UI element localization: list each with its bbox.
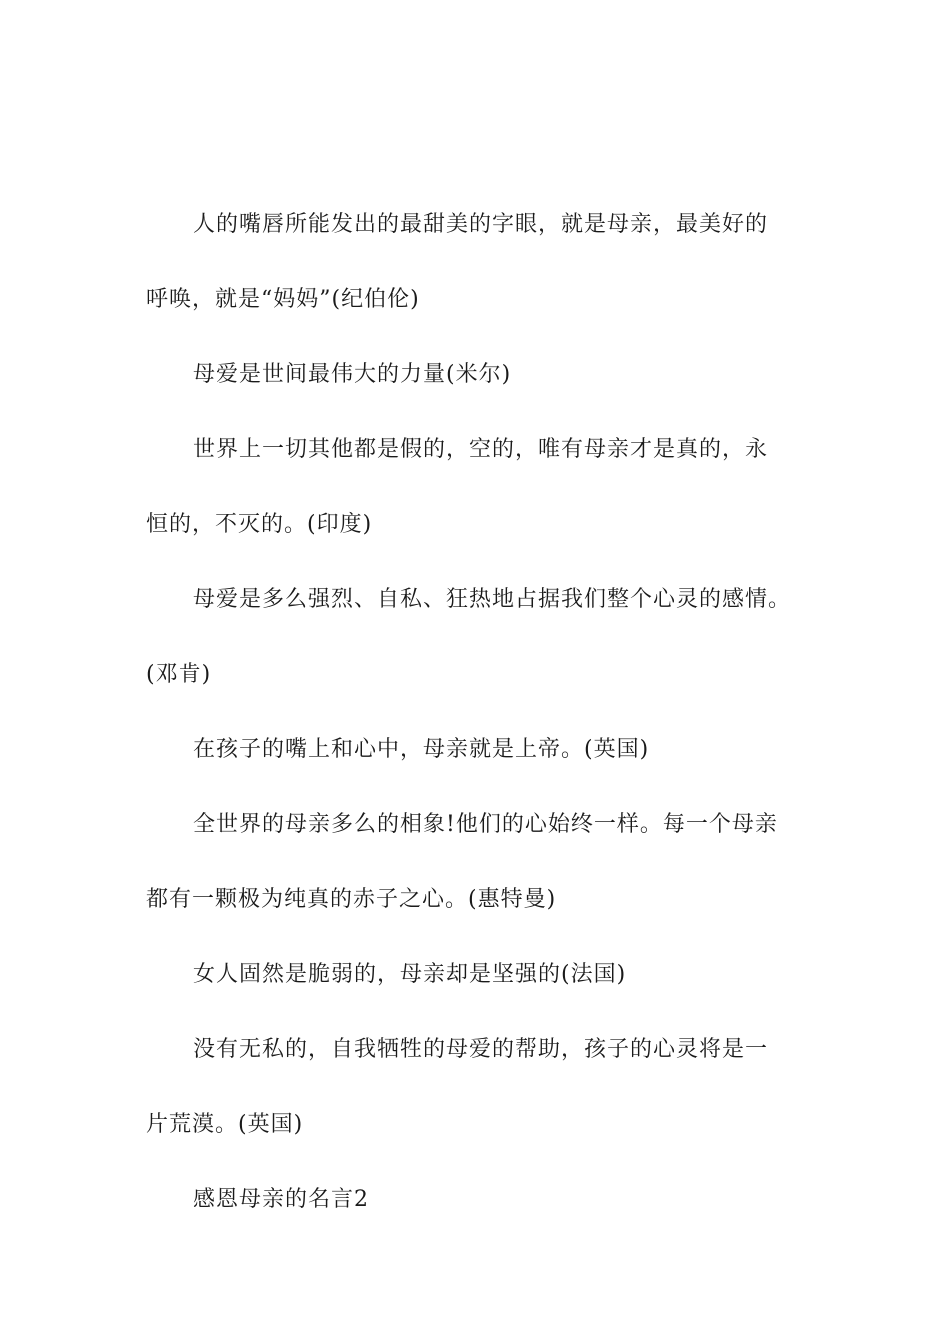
quote-line-8: 在孩子的嘴上和心中，母亲就是上帝。(英国) [193, 737, 650, 762]
quote-line-11: 女人固然是脆弱的，母亲却是坚强的(法国) [193, 962, 627, 987]
quote-line-13: 片荒漠。(英国) [146, 1112, 304, 1137]
quote-line-10: 都有一颗极为纯真的赤子之心。(惠特曼) [146, 887, 557, 912]
quote-line-1: 人的嘴唇所能发出的最甜美的字眼，就是母亲，最美好的 [193, 212, 769, 237]
quote-line-5: 恒的，不灭的。(印度) [146, 512, 373, 537]
quote-line-7: (邓肯) [146, 662, 212, 687]
quote-line-9: 全世界的母亲多么的相象!他们的心始终一样。每一个母亲 [193, 812, 778, 837]
quote-line-6: 母爱是多么强烈、自私、狂热地占据我们整个心灵的感情。 [193, 587, 792, 612]
quote-line-4: 世界上一切其他都是假的，空的，唯有母亲才是真的，永 [193, 437, 769, 462]
quote-line-2: 呼唤，就是“妈妈”(纪伯伦) [146, 287, 420, 312]
quote-line-3: 母爱是世间最伟大的力量(米尔) [193, 362, 512, 387]
quote-line-12: 没有无私的，自我牺牲的母爱的帮助，孩子的心灵将是一 [193, 1037, 769, 1062]
section-heading: 感恩母亲的名言2 [193, 1187, 369, 1212]
